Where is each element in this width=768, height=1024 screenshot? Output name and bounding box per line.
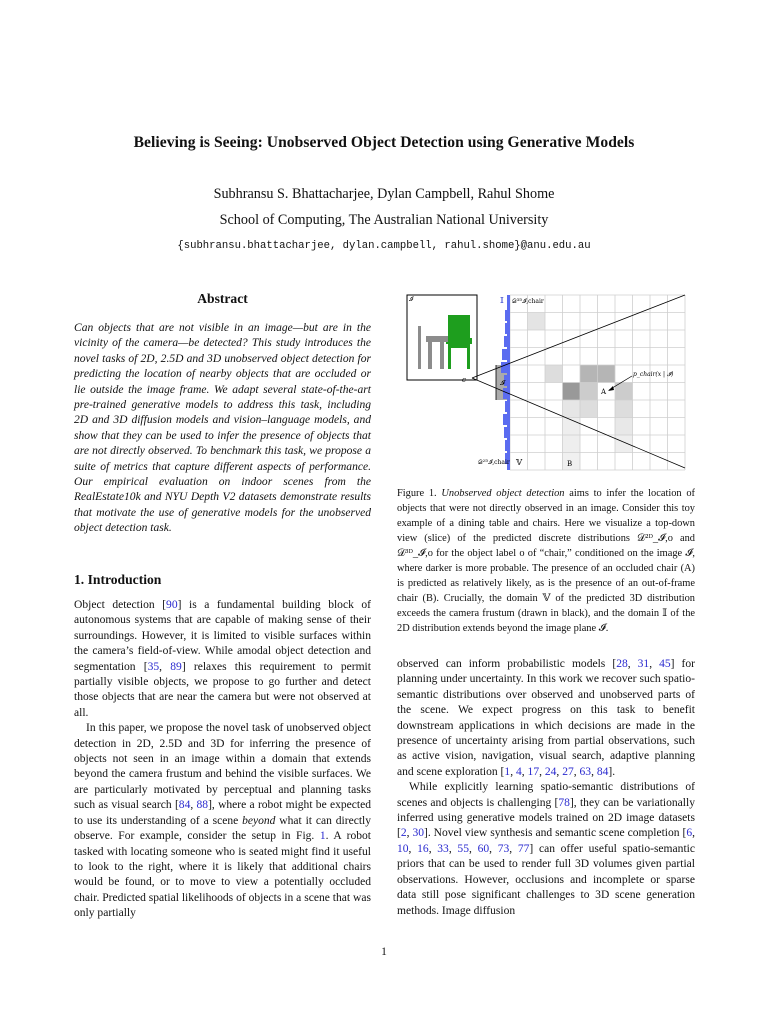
author-list: Subhransu S. Bhattacharjee, Dylan Campbell, Rahul Shome [213,186,555,202]
grid-cell [563,435,581,453]
arrow-head-icon [608,386,614,391]
citation-link[interactable]: 27 [562,765,574,778]
grid-cell [545,365,563,383]
distribution-bar [505,310,507,321]
grid-cell [580,365,598,383]
table-leg-icon [428,342,432,369]
image-label: 𝓘 [409,296,414,303]
abstract-text [74,321,371,537]
domain-3d-label: 𝕍 [516,458,523,467]
body-text: , [649,658,660,670]
citation-link[interactable]: 6 [686,827,693,840]
body-text: ] can offer useful spatio-semantic priors that can be used to render full 3D volumes given partial observations. However, occlusions and incomplete or sparse data still pose significant challenges to 3D scene generation methods. Image diffusion [397,842,695,917]
body-text: . A robot tasked with locating someone who is seated might find it useful to look to the right, where it is likely that additional chairs would be found, or to move to view a potentially occluded chair. Predicted spatial likelihoods of objects in a scene that was only partially [74,830,371,920]
body-text: , [627,658,638,670]
grid-cell [615,435,633,453]
intro-paragraph-2 [74,721,371,921]
intro-paragraph-4 [397,780,695,919]
frustum-top-line [472,295,685,378]
body-text: Figure 1. [397,488,442,499]
body-text: , [510,765,516,778]
grid-cell [598,365,616,383]
citation-link[interactable]: 35 [147,660,160,673]
distribution-bar [505,323,507,334]
page-number: 1 [381,946,387,958]
body-text: , [692,827,696,840]
body-text: , [468,842,478,855]
intro-paragraph-1 [74,598,371,721]
citation-link[interactable]: 77 [517,842,530,855]
figure-1 [400,290,700,475]
body-text: , [190,799,197,812]
citation-link[interactable]: 1 [319,830,326,843]
chair-a-label: A [601,388,607,396]
emphasis-text: beyond [242,814,276,827]
distribution-bar [505,440,507,451]
citation-link[interactable]: 60 [477,842,490,855]
grid-cell [528,313,546,331]
body-text: ]. [608,765,616,778]
grid-cell [615,400,633,418]
top-down-grid [496,295,685,470]
chair-back-grey-icon [418,326,421,369]
body-text: , [591,765,597,778]
citation-link[interactable]: 17 [527,765,540,778]
body-text: , [489,842,498,855]
table-leg-icon [440,342,444,369]
grid-cell [580,400,598,418]
citation-link[interactable]: 55 [457,842,469,855]
body-text: ] relaxes this requirement to permit partially visible objects, we propose to go further and detect those objects that are near the camera but were not observed at all. [74,660,371,719]
distribution-bar [503,388,507,399]
body-text: aims to infer the location of objects that were not directly observed in an image. Consider this toy example of a dining table and chairs. Here we visualize a top-down view (slice) of the predicted discrete distributions 𝒟²ᴰ_𝓘,o and 𝒟³ᴰ_𝓘,o for the object label o of “chair,” conditioned on the image 𝓘, where darker is more probable. The presence of an occluded chair (A) is predicted as relatively likely, as is the presence of an out-of-frame chair (B). Crucially, the domain 𝕍 of the predicted 3D distribution exceeds the camera frustum (drawn in black), and the domain 𝕀 of the 2D distribution extends beyond the image plane 𝓘. [397,488,696,634]
citation-link[interactable]: 84 [178,799,191,812]
chair-b-label: B [567,460,573,468]
distribution-bar [503,414,507,425]
citation-link[interactable]: 90 [166,599,178,611]
citation-link[interactable]: 16 [417,842,429,855]
body-text: , [408,842,418,855]
citation-link[interactable]: 1 [504,765,511,778]
citation-link[interactable]: 31 [637,658,650,670]
caption-text [397,486,695,636]
distribution-bar [504,336,507,347]
image-plane-label: 𝓘 [500,379,505,387]
affiliation: School of Computing, The Australian National University [219,212,549,228]
citation-link[interactable]: 30 [412,827,425,840]
domain-2d-label: 𝕀 [500,296,504,305]
body-text: , [573,765,580,778]
citation-link[interactable]: 63 [579,765,592,778]
introduction-right-column [397,657,695,919]
citation-link[interactable]: 24 [544,765,557,778]
dist-2d-label: 𝒟²ᴰ𝓘,chair [478,459,510,466]
abstract-paragraph: Can objects that are not visible in an image—but are in the vicinity of the camera—be detected? This study introduces the novel tasks of 2D, 2.5D and 3D unobserved object detection for predicting the location of nearby objects that are occluded or lie outside the image frame. We adapt several state-of-the-art pre-trained generative models to address this task, including 2D and 3D diffusion models and vision–language models, and show that they can be used to infer the presence of objects that are not directly observed. To benchmark this task, we propose a suite of metrics that capture different aspects of performance. Our empirical evaluation on indoor scenes from the RealEstate10k and NYU Depth V2 datasets demonstrate results that motivate the use of generative models for the unobserved object detection task. [74,322,371,535]
body-text: , [556,765,563,778]
body-text: , [159,660,171,673]
body-text: ]. Novel view synthesis and semantic scene completion [ [424,827,687,840]
introduction-left-column [74,598,371,922]
dist-3d-label: 𝒟³ᴰ𝓘,chair [512,298,544,305]
intro-paragraph-3 [397,657,695,780]
citation-link[interactable]: 28 [616,658,628,670]
chair-leg-icon [448,344,451,369]
body-text: ] is a fundamental building block of autonomous systems that are capable of making sense of their surroundings. However, it is limited to visible surfaces within the camera’s field-of-view. While amodal object detection and segmentation [ [74,599,372,673]
citation-link[interactable]: 45 [659,658,671,670]
table-top-icon [426,336,448,342]
body-text: , [509,842,518,855]
body-text: Object detection [ [74,599,167,611]
image-plane-strip [507,295,510,470]
body-text: , [539,765,545,778]
chair-seat-icon [446,338,472,344]
grid-cell [580,383,598,401]
chair-leg-icon [467,344,470,369]
body-text: , [448,842,458,855]
distribution-bar [502,349,507,360]
emphasis-text: Unobserved object detection [441,488,565,499]
citation-link[interactable]: 73 [497,842,510,855]
distribution-bar [501,362,507,373]
abstract-heading: Abstract [197,291,248,306]
citation-link[interactable]: 2 [400,827,407,840]
body-text: In this paper, we propose the novel task of unobserved object detection in 2D, 2.5D and 3D for inferring the presence of objects not seen in an image within a domain that extends beyond the camera frustum and behind the visible surfaces. We are particularly motivated by perceptual and planning tasks such as visual search [ [74,722,371,812]
figure-1-diagram [400,290,700,475]
body-text: While explicitly learning spatio-semantic distributions of scenes and objects is challenging [ [397,781,695,809]
body-text: , [428,842,438,855]
citation-link[interactable]: 10 [397,842,409,855]
figure-1-caption [397,486,695,636]
citation-link[interactable]: 33 [437,842,449,855]
probability-label: p_chair(x | 𝓘) [633,371,674,378]
body-text: observed can inform probabilistic models [ [397,658,617,670]
section-heading-introduction: 1. Introduction [74,572,162,587]
grid-cell [615,418,633,436]
body-text: what it can directly observe. For example, consider the setup in Fig. [74,814,372,843]
grid-cell [563,400,581,418]
body-text: ], they can be variationally inferred using generative models trained on 2D image datasets [ [397,796,695,840]
citation-link[interactable]: 84 [596,765,609,778]
grid-cell [563,383,581,401]
body-text: , [406,827,413,840]
camera-label: c [462,376,466,384]
body-text: ] for planning under uncertainty. In this work we recover such spatio-semantic distributions over observed and unobserved parts of the scene. We expect progress on this task to benefit downstream applications in which decisions are made in the presence of uncertainty arising from partial observations, such as active vision, navigation, visual search, adaptive planning and scene exploration [ [397,658,696,778]
body-text: , [521,765,528,778]
paper-title: Believing is Seeing: Unobserved Object Detection using Generative Models [133,134,635,151]
email-addresses: {subhransu.bhattacharjee, dylan.campbell, rahul.shome}@anu.edu.au [177,240,591,252]
citation-link[interactable]: 4 [515,765,522,778]
distribution-bar [504,427,507,438]
citation-link[interactable]: 78 [558,796,570,809]
body-text: ], where a robot might be expected to use its understanding of a scene [74,799,372,827]
citation-link[interactable]: 88 [196,799,209,812]
citation-link[interactable]: 89 [170,660,182,673]
distribution-bar [505,401,507,412]
